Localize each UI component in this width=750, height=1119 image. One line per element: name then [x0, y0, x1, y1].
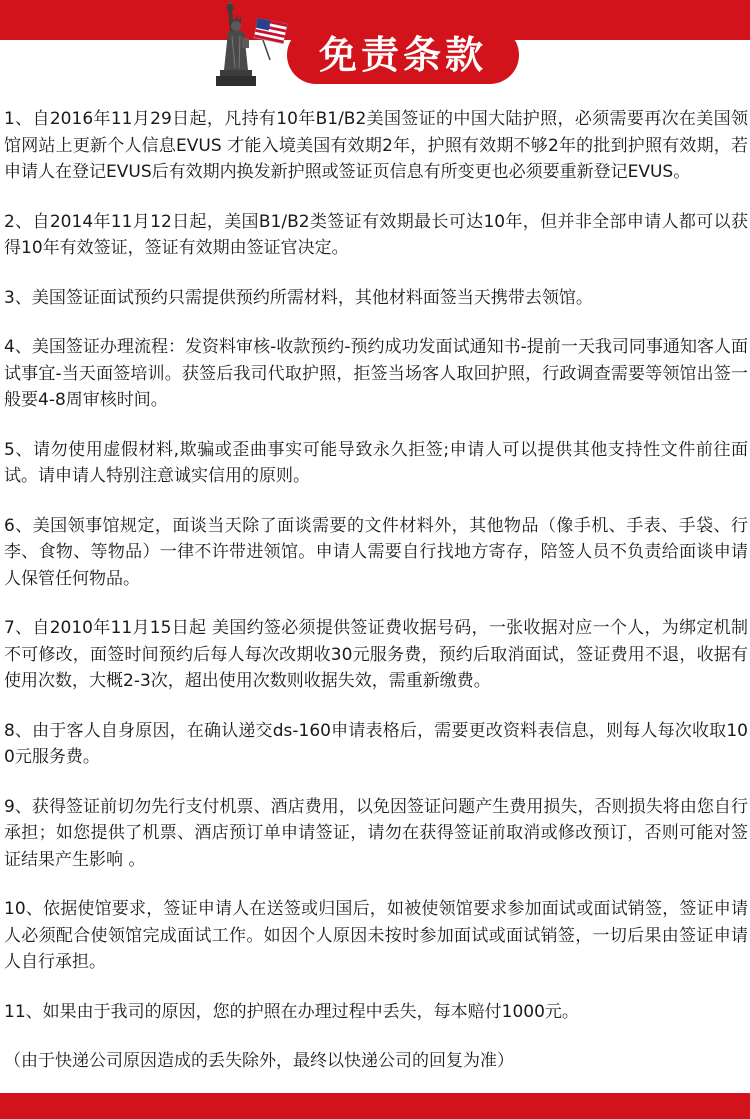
disclaimer-item-9: 9、获得签证前切勿先行支付机票、酒店费用，以免因签证问题产生费用损失，否则损失将由您自行承担；如您提供了机票、酒店预订单申请签证，请勿在获得签证前取消或修改预订，否则可能对签证结果产生影响 。 [4, 796, 748, 870]
disclaimer-item-7: 7、自2010年11月15日起 美国约签必须提供签证费收据号码，一张收据对应一个人，为绑定机制不可修改，面签时间预约后每人每次改期收30元服务费，预约后取消面试，签证费用不退，收据有使用次数，大概2-3次，超出使用次数则收据失效，需重新缴费。 [4, 618, 748, 691]
bottom-red-band [0, 1093, 750, 1119]
page-title: 免责条款 [318, 33, 487, 77]
disclaimer-item-2: 2、自2014年11月12日起，美国B1/B2类签证有效期最长可达10年，但并非全部申请人都可以获得10年有效签证，签证有效期由签证官决定。 [4, 211, 748, 258]
disclaimer-note: （由于快递公司原因造成的丢失除外，最终以快递公司的回复为准） [4, 1051, 514, 1071]
disclaimer-item-11: 11、如果由于我司的原因，您的护照在办理过程中丢失，每本赔付1000元。 [4, 1001, 579, 1022]
disclaimer-item-10: 10、依据使馆要求，签证申请人在送签或归国后，如被使领馆要求参加面试或面试销签，签证申请人必须配合使领馆完成面试工作。如因个人原因未按时参加面试或面试销签，一切后果由签证申请人自行承担。 [4, 899, 748, 972]
disclaimer-item-3: 3、美国签证面试预约只需提供预约所需材料，其他材料面签当天携带去领馆。 [4, 287, 593, 308]
disclaimer-item-4: 4、美国签证办理流程：发资料审核-收款预约-预约成功发面试通知书-提前一天我司同事通知客人面试事宜-当天面签培训。获签后我司代取护照，拒签当场客人取回护照，行政调查需要等领馆出签一般要4-8周审核时间。 [4, 337, 748, 410]
disclaimer-item-5: 5、请勿使用虚假材料,欺骗或歪曲事实可能导致永久拒签;申请人可以提供其他支持性文件前往面试。请申请人特别注意诚实信用的原则。 [4, 439, 748, 486]
disclaimer-item-6: 6、美国领事馆规定，面谈当天除了面谈需要的文件材料外，其他物品（像手机、手表、手袋、行李、食物、等物品）一律不许带进领馆。申请人需要自行找地方寄存，陪签人员不负责给面谈申请人保管任何物品。 [4, 515, 748, 589]
disclaimer-item-1: 1、自2016年11月29日起，凡持有10年B1/B2美国签证的中国大陆护照，必须需要再次在美国领馆网站上更新个人信息EVUS 才能入境美国有效期2年，护照有效期不够2年的批到护照有效期，若申请人在登记EVUS后有效期内换发新护照或签证页信息有所变更也必须要重新登记EVUS。 [4, 109, 748, 182]
disclaimer-item-8: 8、由于客人自身原因，在确认递交ds-160申请表格后，需要更改资料表信息，则每人每次收取100元服务费。 [4, 720, 748, 767]
disclaimer-content [4, 106, 748, 1098]
